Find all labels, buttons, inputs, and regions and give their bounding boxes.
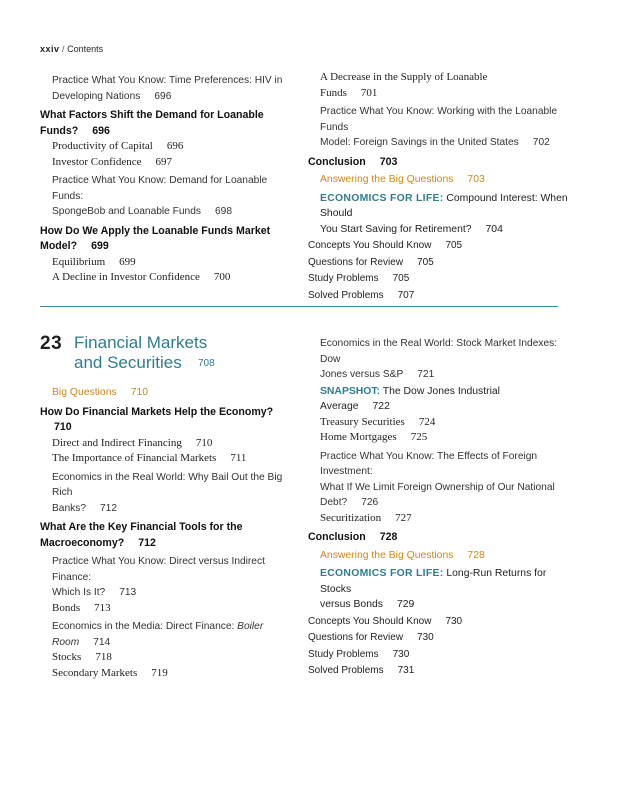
- header-title: Contents: [67, 44, 104, 54]
- toc-page-number: 710: [130, 387, 149, 398]
- toc-page-number: 730: [417, 632, 434, 643]
- toc-page-number: 696: [154, 90, 172, 102]
- toc-entry-title: Practice What You Know: Working with the Loanable Funds: [320, 106, 558, 133]
- toc-column-top-left: [40, 70, 292, 286]
- toc-page-number: 726: [361, 497, 379, 508]
- toc-entry-title: Big Questions: [52, 387, 117, 398]
- toc-entry-title: Direct and Indirect Financing: [52, 436, 182, 449]
- toc-entry[interactable]: [308, 222, 570, 238]
- toc-entry-title: The Importance of Financial Markets: [52, 452, 217, 464]
- chapter-title-line2: and Securities: [74, 353, 182, 372]
- toc-entry-title: Concepts You Should Know: [308, 615, 432, 627]
- toc-entry-title: Model: Foreign Savings in the United States: [320, 137, 519, 148]
- toc-page-number: 721: [417, 369, 435, 380]
- toc-entry-title: Solved Problems: [308, 289, 384, 301]
- toc-entry-title: Study Problems: [308, 273, 379, 284]
- toc-entry-title: Concepts You Should Know: [308, 240, 432, 251]
- toc-entry[interactable]: [40, 501, 292, 517]
- toc-entry-title: Conclusion: [308, 531, 366, 543]
- toc-entry-title: You Start Saving for Retirement?: [320, 223, 472, 235]
- toc-entry[interactable]: [40, 173, 292, 204]
- toc-page-number: 705: [417, 256, 434, 268]
- toc-entry[interactable]: [40, 73, 292, 89]
- toc-page-number: 713: [119, 587, 137, 598]
- toc-page-number: 730: [445, 615, 463, 627]
- toc-entry-title: SpongeBob and Loanable Funds: [52, 206, 201, 217]
- toc-entry-title: Investor Confidence: [52, 155, 142, 168]
- toc-column-bottom-left: [40, 383, 292, 681]
- toc-entry-title: Economics in the Real World: Stock Market Indexes: Dow: [320, 338, 558, 365]
- toc-entry[interactable]: [40, 385, 292, 401]
- toc-entry[interactable]: [40, 536, 292, 552]
- toc-entry-title: Room: [52, 636, 80, 648]
- toc-entry[interactable]: [40, 224, 292, 240]
- toc-page-number: 696: [166, 140, 184, 152]
- toc-entry[interactable]: [308, 367, 570, 383]
- toc-entry-title: What If We Limit Foreign Ownership of Our National: [320, 481, 555, 493]
- toc-entry-title: Funds: [320, 86, 347, 99]
- toc-entry-title: Long-Run Returns for Stocks: [320, 568, 547, 595]
- toc-page-number: 714: [93, 636, 111, 648]
- toc-page-number: 696: [92, 124, 110, 137]
- toc-entry[interactable]: [40, 650, 292, 666]
- toc-entry[interactable]: [40, 554, 292, 585]
- chapter-page-number: 708: [198, 358, 215, 369]
- toc-entry-title: Securitization: [320, 511, 382, 524]
- toc-page-number: 705: [445, 240, 463, 251]
- toc-entry[interactable]: [40, 405, 292, 436]
- toc-entry[interactable]: [40, 666, 292, 682]
- toc-entry-title: Solved Problems: [308, 665, 384, 676]
- chapter-divider-rule: [40, 306, 558, 307]
- toc-entry-title: Questions for Review: [308, 632, 404, 643]
- toc-page-number: 710: [54, 421, 72, 433]
- toc-column-bottom-right: [308, 333, 570, 679]
- chapter-title-line1: Financial Markets: [74, 333, 208, 352]
- toc-entry-title: Model?: [40, 240, 78, 252]
- toc-page-number: 701: [360, 86, 378, 99]
- toc-page-number: 710: [195, 436, 213, 449]
- chapter-number: 23: [40, 333, 63, 354]
- toc-page-number: 703: [379, 155, 398, 168]
- toc-entry[interactable]: [308, 104, 570, 135]
- toc-page-number: 729: [396, 599, 415, 610]
- toc-entry[interactable]: [40, 155, 292, 171]
- toc-entry-title: A Decline in Investor Confidence: [52, 271, 200, 283]
- toc-entry-title: Treasury Securities: [320, 415, 405, 428]
- toc-entry[interactable]: [40, 601, 292, 617]
- toc-page-number: 718: [95, 651, 112, 663]
- toc-entry[interactable]: [40, 436, 292, 452]
- toc-entry-title: Stocks: [52, 651, 82, 663]
- toc-entry[interactable]: [308, 271, 570, 287]
- toc-page-number: 727: [395, 511, 412, 524]
- toc-entry-title: Economics in the Real World: Why Bail Out the Big Rich: [52, 471, 283, 498]
- toc-entry-title: A Decrease in the Supply of Loanable: [320, 71, 488, 83]
- toc-page-number: 728: [467, 549, 485, 561]
- toc-page-number: 711: [230, 452, 247, 464]
- toc-entry[interactable]: [40, 139, 292, 155]
- toc-page-number: 699: [119, 255, 136, 268]
- header-separator: /: [62, 44, 65, 54]
- toc-column-top-right: [308, 70, 570, 303]
- toc-page-number: 700: [213, 271, 231, 283]
- toc-entry[interactable]: [308, 238, 570, 254]
- toc-page-number: 712: [99, 502, 117, 514]
- toc-page-number: 722: [372, 401, 390, 412]
- toc-entry[interactable]: [308, 255, 570, 271]
- toc-page-number: 725: [410, 431, 428, 443]
- toc-entry[interactable]: [308, 566, 570, 597]
- toc-entry[interactable]: [308, 430, 570, 446]
- toc-entry[interactable]: [308, 548, 570, 564]
- toc-entry-title: Funds?: [40, 124, 79, 137]
- toc-entry[interactable]: [40, 89, 292, 105]
- toc-entry-title: Study Problems: [308, 648, 379, 660]
- toc-entry-title: Economics in the Media: Direct Finance:: [52, 621, 235, 632]
- toc-entry[interactable]: [308, 630, 570, 646]
- toc-entry[interactable]: [40, 255, 292, 271]
- toc-entry-title: Debt?: [320, 497, 348, 508]
- toc-entry[interactable]: [308, 86, 570, 102]
- toc-entry[interactable]: [40, 635, 292, 651]
- toc-page-number: 724: [418, 415, 436, 428]
- toc-entry[interactable]: [40, 520, 292, 536]
- toc-entry[interactable]: [40, 108, 292, 124]
- toc-entry[interactable]: [308, 511, 570, 527]
- toc-entry-title: Home Mortgages: [320, 431, 397, 443]
- toc-entry[interactable]: [308, 495, 570, 511]
- toc-page-number: 719: [151, 666, 168, 679]
- toc-entry[interactable]: [40, 124, 292, 140]
- toc-entry[interactable]: [40, 239, 292, 255]
- toc-entry-title: The Dow Jones Industrial Average: [320, 385, 500, 412]
- toc-entry[interactable]: [308, 663, 570, 679]
- toc-entry-title: versus Bonds: [320, 599, 383, 610]
- toc-entry-title-italic: Boiler: [237, 621, 264, 632]
- toc-entry[interactable]: [308, 415, 570, 431]
- toc-page-number: 705: [392, 273, 410, 284]
- toc-entry-title: What Are the Key Financial Tools for the: [40, 521, 243, 533]
- toc-entry-title: Developing Nations: [52, 90, 141, 102]
- toc-entry[interactable]: [40, 204, 292, 220]
- toc-entry[interactable]: [40, 270, 292, 286]
- feature-label: ECONOMICS FOR LIFE:: [320, 568, 444, 579]
- toc-entry[interactable]: [308, 384, 570, 415]
- toc-page-number: 712: [138, 536, 156, 549]
- toc-entry-title: Jones versus S&P: [320, 369, 404, 380]
- toc-entry[interactable]: [40, 619, 292, 635]
- toc-entry-title: Which Is It?: [52, 587, 106, 598]
- toc-entry[interactable]: [308, 288, 570, 304]
- toc-entry-title: Answering the Big Questions: [320, 549, 454, 561]
- toc-entry[interactable]: [308, 597, 570, 613]
- toc-entry-title: Productivity of Capital: [52, 140, 153, 152]
- toc-entry[interactable]: [308, 647, 570, 663]
- toc-entry-title: What Factors Shift the Demand for Loanable: [40, 109, 264, 121]
- toc-entry-title: Bonds: [52, 601, 81, 614]
- toc-entry-title: Macroeconomy?: [40, 536, 125, 549]
- toc-entry-title: Conclusion: [308, 155, 366, 168]
- toc-entry[interactable]: [308, 449, 570, 480]
- toc-page-number: 702: [532, 137, 550, 148]
- toc-page-number: 704: [485, 223, 503, 235]
- toc-page-number: 728: [379, 531, 398, 543]
- toc-entry-title: Practice What You Know: Time Preferences: HIV in: [52, 75, 283, 86]
- toc-entry-title: Practice What You Know: The Effects of Foreign Investment:: [320, 450, 538, 477]
- toc-entry[interactable]: [308, 191, 570, 222]
- toc-entry[interactable]: [308, 336, 570, 367]
- toc-entry[interactable]: [40, 470, 292, 501]
- toc-entry-title: Practice What You Know: Direct versus Indirect Finance:: [52, 556, 265, 583]
- toc-entry[interactable]: [308, 70, 570, 86]
- toc-entry[interactable]: [308, 480, 570, 496]
- toc-entry-title: Secondary Markets: [52, 666, 138, 679]
- toc-entry-title: Questions for Review: [308, 256, 404, 268]
- running-header: [40, 44, 103, 54]
- page-number: xxiv: [40, 44, 60, 54]
- toc-page-number: 730: [392, 648, 410, 660]
- toc-entry-title: Answering the Big Questions: [320, 174, 454, 185]
- toc-page-number: 698: [214, 206, 232, 217]
- toc-entry-title: Equilibrium: [52, 255, 106, 268]
- toc-entry-title: Compound Interest: When Should: [320, 192, 568, 219]
- toc-entry-title: How Do We Apply the Loanable Funds Market: [40, 224, 271, 237]
- toc-entry-title: Practice What You Know: Demand for Loanable Funds:: [52, 175, 268, 202]
- toc-entry[interactable]: [308, 614, 570, 630]
- toc-entry[interactable]: [308, 155, 570, 171]
- toc-entry[interactable]: [308, 135, 570, 151]
- toc-entry-title: How Do Financial Markets Help the Economy?: [40, 405, 274, 418]
- feature-label: ECONOMICS FOR LIFE:: [320, 192, 444, 204]
- toc-entry[interactable]: [40, 451, 292, 467]
- toc-page-number: 713: [94, 601, 111, 614]
- toc-page-number: 707: [397, 289, 415, 301]
- toc-entry[interactable]: [308, 530, 570, 546]
- toc-entry[interactable]: [308, 172, 570, 188]
- feature-label: SNAPSHOT:: [320, 385, 381, 397]
- toc-entry-title: Banks?: [52, 502, 86, 514]
- toc-page-number: 731: [397, 665, 415, 676]
- toc-page-number: 697: [155, 155, 172, 168]
- toc-entry[interactable]: [40, 585, 292, 601]
- toc-page-number: 703: [467, 174, 485, 185]
- toc-page-number: 699: [91, 240, 109, 252]
